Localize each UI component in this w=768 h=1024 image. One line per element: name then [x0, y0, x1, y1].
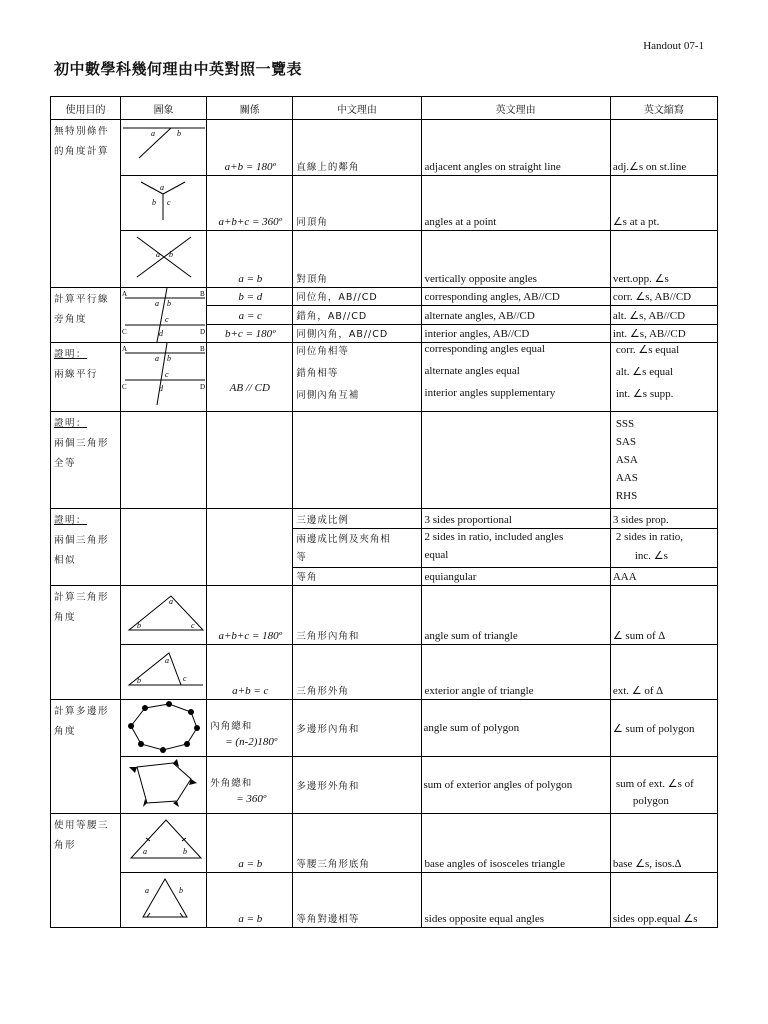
document-title: 初中數學科幾何理由中英對照一覽表 [54, 60, 303, 78]
table-row [51, 700, 718, 757]
svg-text:b: b [167, 299, 172, 308]
prove-label: 證明： [54, 418, 88, 429]
english-reason [421, 412, 610, 509]
english-reason: corresponding angles equal alternate angles equal interior angles supplementary [421, 343, 610, 412]
table-row [51, 645, 718, 700]
chinese-reason: 對頂角 [293, 231, 421, 288]
english-reason: sum of exterior angles of polygon [421, 757, 610, 814]
figure-parallel-lines [121, 288, 207, 343]
svg-text:c: c [165, 315, 169, 324]
figure-angles-at-point [121, 176, 207, 231]
svg-text:A: A [122, 290, 128, 298]
figure-polygon-exterior [121, 757, 207, 814]
header-chinese-reason: 中文理由 [293, 97, 421, 120]
english-abbreviation: alt. ∠s, AB//CD [610, 306, 717, 324]
table-row [51, 343, 718, 412]
english-reason: angle sum of polygon [421, 700, 610, 757]
svg-text:c: c [191, 621, 195, 630]
chinese-reason: 三角形外角 [293, 645, 421, 700]
relation-cell: a = c [207, 306, 293, 324]
purpose-cell: 計算多邊形 角度 [51, 700, 121, 814]
english-reason: interior angles, AB//CD [421, 324, 610, 342]
handout-number: Handout 07-1 [643, 40, 704, 52]
purpose-cell [51, 343, 121, 412]
purpose-cell: 無特別條件 的角度計算 [51, 120, 121, 288]
purpose-cell: 計算平行線 旁角度 [51, 288, 121, 343]
svg-text:B: B [200, 345, 205, 353]
chinese-reason: 多邊形內角和 [293, 700, 421, 757]
table-row [51, 176, 718, 231]
relation-cell: b+c = 180º [207, 324, 293, 342]
chinese-reason: 三角形內角和 [293, 586, 421, 645]
english-reason: 3 sides proportional [421, 509, 610, 529]
chinese-reason: 三邊成比例 [293, 509, 421, 529]
svg-text:a: a [155, 354, 160, 363]
chinese-reason: 同頂角 [293, 176, 421, 231]
table-row [51, 814, 718, 873]
relation-cell: a+b = c [207, 645, 293, 700]
svg-text:B: B [200, 290, 205, 298]
svg-text:a: a [156, 250, 161, 259]
table-row [51, 120, 718, 176]
english-abbreviation: ∠s at a pt. [610, 176, 717, 231]
english-abbreviation: AAA [610, 568, 717, 586]
chinese-reason: 等角 [293, 568, 421, 586]
svg-text:a: a [155, 299, 160, 308]
reasons-table [50, 96, 718, 928]
english-reason: vertically opposite angles [421, 231, 610, 288]
relation-cell: 外角總和 = 360º [207, 757, 293, 814]
english-abbreviation: 3 sides prop. [610, 509, 717, 529]
header-english-abbreviation: 英文縮寫 [610, 97, 717, 120]
purpose-cell: 計算三角形 角度 [51, 586, 121, 700]
relation-cell: a+b+c = 180º [207, 586, 293, 645]
svg-text:D: D [200, 383, 206, 391]
chinese-reason: 直線上的鄰角 [293, 120, 421, 176]
english-abbreviation: 2 sides in ratio, inc. ∠s [610, 529, 717, 568]
purpose-text: 兩個三角形 全等 [54, 438, 110, 469]
english-abbreviation: vert.opp. ∠s [610, 231, 717, 288]
relation-cell [207, 509, 293, 586]
svg-text:b: b [137, 621, 142, 630]
english-abbreviation: ext. ∠ of ∆ [610, 645, 717, 700]
svg-text:a: a [165, 656, 170, 665]
relation-cell: AB // CD [207, 343, 293, 412]
chinese-reason: 等角對邊相等 [293, 873, 421, 928]
svg-text:C: C [122, 383, 127, 391]
svg-text:b: b [152, 198, 157, 207]
english-reason: adjacent angles on straight line [421, 120, 610, 176]
english-reason: 2 sides in ratio, included angles equal [421, 529, 610, 568]
purpose-cell [51, 509, 121, 586]
relation-cell: a+b+c = 360º [207, 176, 293, 231]
relation-cell: 內角總和 = (n-2)180º [207, 700, 293, 757]
svg-text:c: c [167, 198, 171, 207]
chinese-reason: 同位角，AB//CD [293, 288, 421, 306]
table-row [51, 288, 718, 306]
svg-text:d: d [159, 329, 164, 338]
svg-text:c: c [183, 674, 187, 683]
english-abbreviation: int. ∠s, AB//CD [610, 324, 717, 342]
english-abbreviation: base ∠s, isos.∆ [610, 814, 717, 873]
svg-text:a: a [145, 886, 150, 895]
header-english-reason: 英文理由 [421, 97, 610, 120]
figure-polygon-interior [121, 700, 207, 757]
figure-vertically-opposite [121, 231, 207, 288]
table-row [51, 873, 718, 928]
svg-text:d: d [159, 384, 164, 393]
chinese-reason: 同側內角，AB//CD [293, 324, 421, 342]
svg-text:C: C [122, 328, 127, 336]
english-abbreviation: sum of ext. ∠s of polygon [610, 757, 717, 814]
svg-text:a: a [143, 847, 148, 856]
svg-text:c: c [165, 370, 169, 379]
relation-cell: b = d [207, 288, 293, 306]
english-reason: corresponding angles, AB//CD [421, 288, 610, 306]
figure-straight-line [121, 120, 207, 176]
header-purpose: 使用目的 [51, 97, 121, 120]
figure-empty [121, 509, 207, 586]
chinese-reason: 錯角，AB//CD [293, 306, 421, 324]
table-row [51, 412, 718, 509]
chinese-reason: 同位角相等 錯角相等 同側內角互補 [293, 343, 421, 412]
svg-text:b: b [167, 354, 172, 363]
english-reason: angle sum of triangle [421, 586, 610, 645]
figure-isosceles-equal-sides [121, 873, 207, 928]
svg-text:a: a [160, 183, 165, 192]
english-abbreviation: ∠ sum of polygon [610, 700, 717, 757]
table-row [51, 509, 718, 529]
figure-parallel-lines-proof [121, 343, 207, 412]
purpose-text: 兩線平行 [54, 369, 99, 380]
english-reason: exterior angle of triangle [421, 645, 610, 700]
purpose-cell: 使用等腰三 角形 [51, 814, 121, 928]
english-reason: equiangular [421, 568, 610, 586]
purpose-cell [51, 412, 121, 509]
figure-triangle-angle-sum [121, 586, 207, 645]
purpose-text: 兩個三角形 相似 [54, 535, 110, 566]
english-reason: angles at a point [421, 176, 610, 231]
relation-cell: a = b [207, 873, 293, 928]
header-relation: 關係 [207, 97, 293, 120]
english-abbreviation: corr. ∠s, AB//CD [610, 288, 717, 306]
svg-text:b: b [169, 250, 174, 259]
svg-text:b: b [183, 847, 188, 856]
table-row [51, 586, 718, 645]
english-abbreviation: sides opp.equal ∠s [610, 873, 717, 928]
chinese-reason [293, 412, 421, 509]
relation-cell: a = b [207, 231, 293, 288]
svg-text:D: D [200, 328, 206, 336]
header-figure: 圖象 [121, 97, 207, 120]
english-abbreviation: corr. ∠s equal alt. ∠s equal int. ∠s supp. [610, 343, 717, 412]
chinese-reason: 多邊形外角和 [293, 757, 421, 814]
svg-text:b: b [137, 676, 142, 685]
prove-label: 證明： [54, 515, 88, 526]
figure-isosceles-base-angles [121, 814, 207, 873]
english-abbreviation: SSS SAS ASA AAS RHS [610, 412, 717, 509]
svg-text:b: b [177, 129, 182, 138]
chinese-reason: 等腰三角形底角 [293, 814, 421, 873]
chinese-reason: 兩邊成比例及夾角相 等 [293, 529, 421, 568]
english-abbreviation: ∠ sum of ∆ [610, 586, 717, 645]
svg-text:a: a [169, 597, 174, 606]
english-abbreviation: adj.∠s on st.line [610, 120, 717, 176]
relation-cell: a = b [207, 814, 293, 873]
table-row [51, 757, 718, 814]
table-header-row [51, 97, 718, 120]
english-reason: base angles of isosceles triangle [421, 814, 610, 873]
svg-text:A: A [122, 345, 128, 353]
relation-cell: a+b = 180º [207, 120, 293, 176]
figure-empty [121, 412, 207, 509]
english-reason: alternate angles, AB//CD [421, 306, 610, 324]
svg-text:b: b [179, 886, 184, 895]
relation-cell [207, 412, 293, 509]
svg-text:a: a [151, 129, 156, 138]
english-reason: sides opposite equal angles [421, 873, 610, 928]
table-row [51, 231, 718, 288]
prove-label: 證明： [54, 349, 88, 360]
figure-exterior-angle [121, 645, 207, 700]
